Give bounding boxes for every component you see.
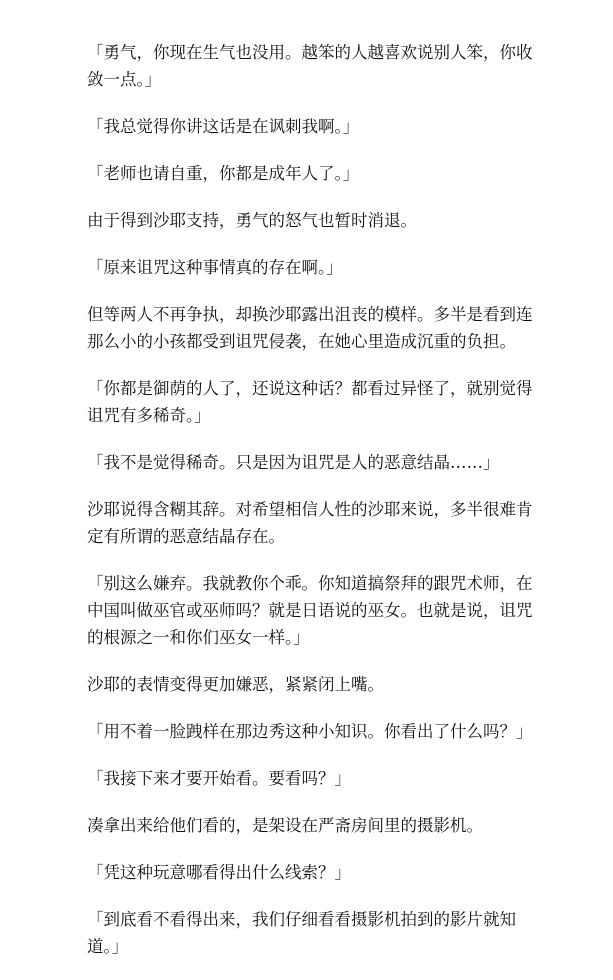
paragraph-2: 「我总觉得你讲这话是在讽刺我啊。」: [87, 117, 360, 136]
paragraph-5: 「原来诅咒这种事情真的存在啊。」: [87, 258, 343, 277]
paragraph-14: 凑拿出来给他们看的，是架设在严斋房间里的摄影机。: [87, 816, 483, 835]
paragraph-7: 「你都是御荫的人了，还说这种话？都看过异怪了，就别觉得诅咒有多稀奇。」: [87, 379, 533, 425]
paragraph-12: 「用不着一脸跩样在那边秀这种小知识。你看出了什么吗？」: [87, 722, 533, 741]
paragraph-13: 「我接下来才要开始看。要看吗？」: [87, 769, 351, 788]
paragraph-6: 但等两人不再争执，却换沙耶露出沮丧的模样。多半是看到连那么小的小孩都受到诅咒侵袭，在她心里造成沉重的负担。: [87, 305, 533, 351]
paragraph-9: 沙耶说得含糊其辞。对希望相信人性的沙耶来说，多半很难肯定有所谓的恶意结晶存在。: [87, 500, 533, 546]
document-page: [87, 39, 547, 980]
paragraph-11: 沙耶的表情变得更加嫌恶，紧紧闭上嘴。: [87, 675, 384, 694]
paragraph-3: 「老师也请自重，你都是成年人了。」: [87, 164, 360, 183]
paragraph-10: 「别这么嫌弃。我就教你个乖。你知道搞祭拜的跟咒术师，在中国叫做巫官或巫师吗？就是日语说的巫女。也就是说，诅咒的根源之一和你们巫女一样。」: [87, 574, 533, 647]
paragraph-1: 「勇气，你现在生气也没用。越笨的人越喜欢说别人笨，你收敛一点。」: [87, 43, 533, 89]
paragraph-15: 「凭这种玩意哪看得出什么线索？」: [87, 863, 351, 882]
paragraph-4: 由于得到沙耶支持，勇气的怒气也暂时消退。: [87, 211, 417, 230]
paragraph-8: 「我不是觉得稀奇。只是因为诅咒是人的恶意结晶……」: [87, 453, 500, 472]
paragraph-16: 「到底看不看得出来，我们仔细看看摄影机拍到的影片就知道。」: [87, 910, 516, 956]
